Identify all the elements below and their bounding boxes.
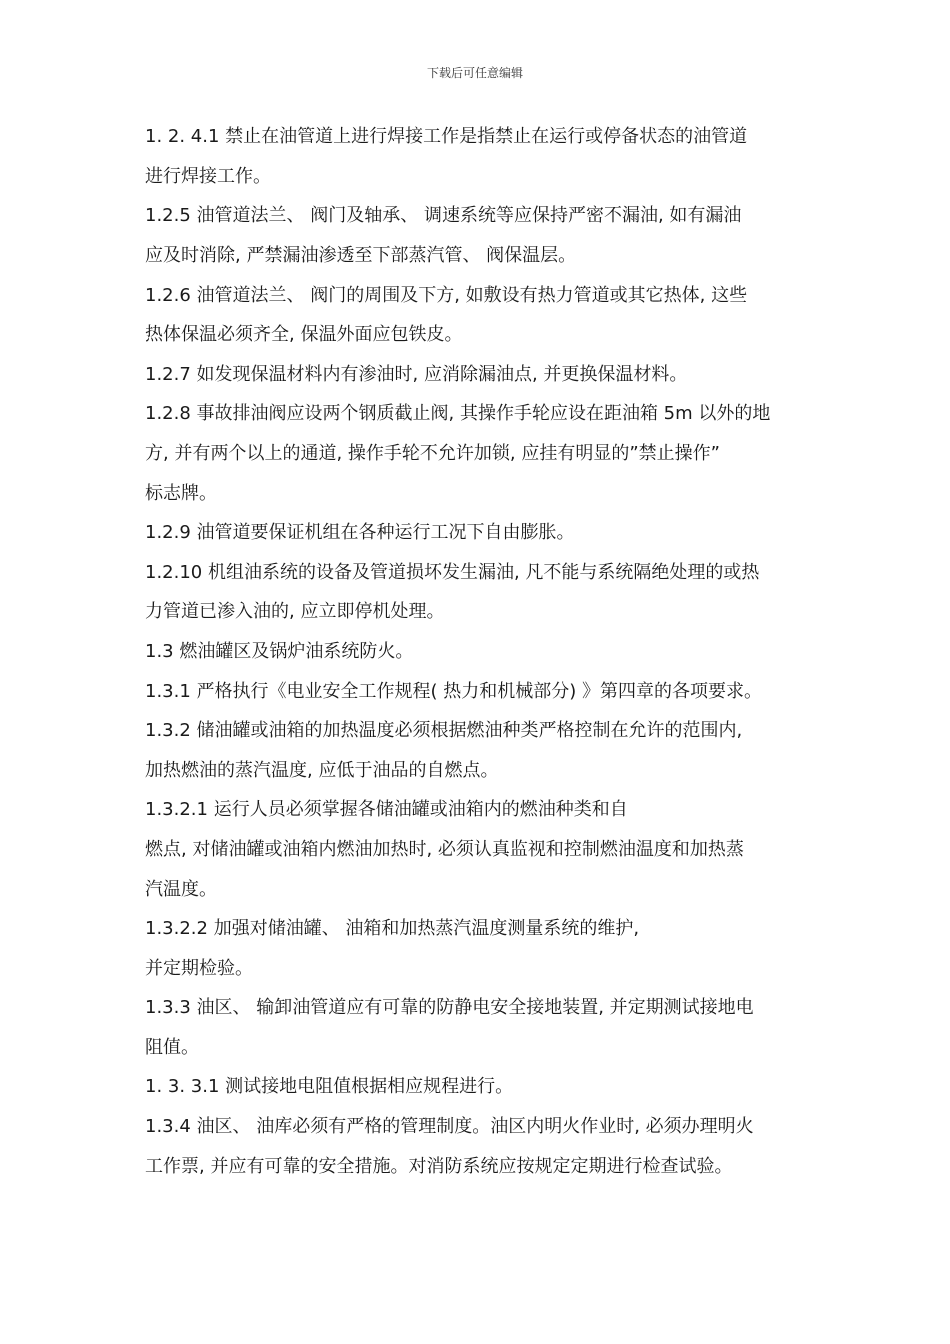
text-line: 1. 2. 4.1 禁止在油管道上进行焊接工作是指禁止在运行或停备状态的油管道 <box>145 126 748 147</box>
text-line: 1.3.3 油区、 输卸油管道应有可靠的防静电安全接地装置, 并定期测试接地电 <box>145 997 754 1018</box>
text-line: 1.3.4 油区、 油库必须有严格的管理制度。油区内明火作业时, 必须办理明火 <box>145 1116 754 1137</box>
text-line: 1.2.9 油管道要保证机组在各种运行工况下自由膨胀。 <box>145 522 575 543</box>
text-line: 汽温度。 <box>145 879 217 900</box>
text-line: 工作票, 并应有可靠的安全措施。对消防系统应按规定定期进行检查试验。 <box>145 1156 733 1177</box>
text-line: 1.2.8 事故排油阀应设两个钢质截止阀, 其操作手轮应设在距油箱 5m 以外的地 <box>145 403 771 424</box>
text-line: 1.3.2.2 加强对储油罐、 油箱和加热蒸汽温度测量系统的维护, <box>145 918 640 939</box>
text-line: 热体保温必须齐全, 保温外面应包铁皮。 <box>145 324 463 345</box>
text-line: 阻值。 <box>145 1037 199 1058</box>
text-line: 1.3 燃油罐区及锅炉油系统防火。 <box>145 641 414 662</box>
text-line: 1.2.7 如发现保温材料内有渗油时, 应消除漏油点, 并更换保温材料。 <box>145 364 688 385</box>
text-line: 应及时消除, 严禁漏油渗透至下部蒸汽管、 阀保温层。 <box>145 245 577 266</box>
text-line: 力管道已渗入油的, 应立即停机处理。 <box>145 601 445 622</box>
text-line: 1.3.1 严格执行《电业安全工作规程( 热力和机械部分) 》第四章的各项要求。 <box>145 681 763 702</box>
text-line: 并定期检验。 <box>145 958 253 979</box>
text-line: 1.3.2 储油罐或油箱的加热温度必须根据燃油种类严格控制在允许的范围内, <box>145 720 743 741</box>
text-line: 1.2.5 油管道法兰、 阀门及轴承、 调速系统等应保持严密不漏油, 如有漏油 <box>145 205 742 226</box>
text-line: 1.3.2.1 运行人员必须掌握各储油罐或油箱内的燃油种类和自 <box>145 799 628 820</box>
text-line: 标志牌。 <box>145 483 217 504</box>
text-line: 燃点, 对储油罐或油箱内燃油加热时, 必须认真监视和控制燃油温度和加热蒸 <box>145 839 744 860</box>
text-line: 1.2.10 机组油系统的设备及管道损坏发生漏油, 凡不能与系统隔绝处理的或热 <box>145 562 760 583</box>
text-line: 进行焊接工作。 <box>145 166 271 187</box>
page-header: 下载后可任意编辑 <box>426 66 523 80</box>
text-line: 加热燃油的蒸汽温度, 应低于油品的自燃点。 <box>145 760 499 781</box>
text-line: 1. 3. 3.1 测试接地电阻值根据相应规程进行。 <box>145 1076 514 1097</box>
text-line: 1.2.6 油管道法兰、 阀门的周围及下方, 如敷设有热力管道或其它热体, 这些 <box>145 285 748 306</box>
text-line: 方, 并有两个以上的通道, 操作手轮不允许加锁, 应挂有明显的”禁止操作” <box>145 443 720 464</box>
